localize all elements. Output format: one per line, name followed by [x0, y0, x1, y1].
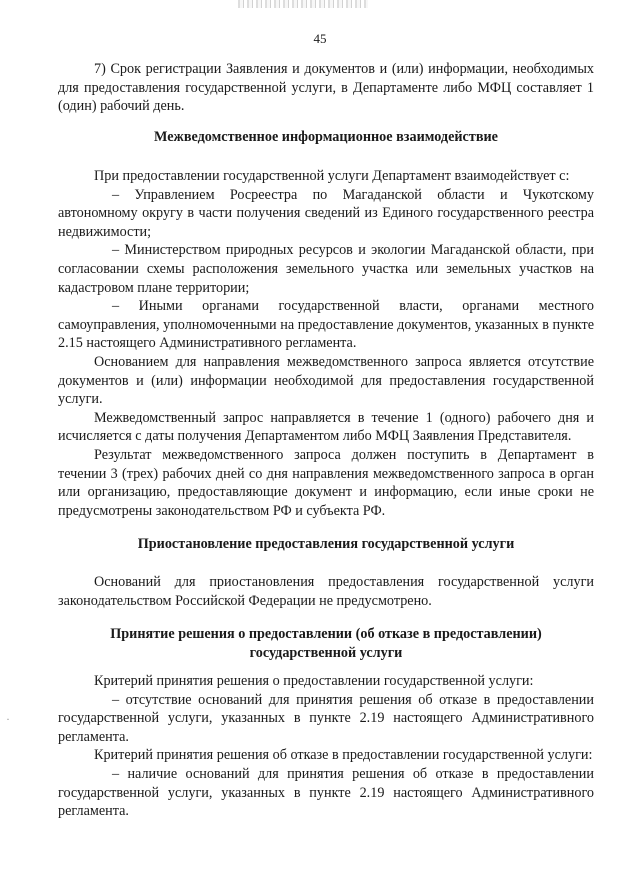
decision-section	[58, 672, 594, 821]
suspension-paragraph: Оснований для приостановления предоставления государственной услуги законодательством Российской Федерации не предусмотрено.	[58, 574, 594, 609]
decision-heading	[58, 625, 594, 662]
interagency-section	[58, 167, 594, 520]
interagency-item-ministry: – Министерством природных ресурсов и экологии Магаданской области, при согласовании схемы расположения земельного участка или земельных участков на кадастровом плане территории;	[58, 242, 594, 296]
suspension-heading: Приостановление предоставления государственной услуги	[137, 536, 515, 552]
interagency-heading: Межведомственное информационное взаимодействие	[154, 129, 498, 145]
decision-heading-line-2: государственной услуги	[249, 644, 403, 661]
interagency-intro: При предоставлении государственной услуги Департамент взаимодействует с:	[94, 168, 570, 184]
registration-term-paragraph: 7) Срок регистрации Заявления и документов и (или) информации, необходимых для предоставления государственной услуги, в Департаменте либо МФЦ составляет 1 (один) рабочий день.	[58, 61, 594, 115]
interagency-request-timing-paragraph: Межведомственный запрос направляется в течение 1 (одного) рабочего дня и исчисляется с даты получения Департаментом либо МФЦ Заявления Представителя.	[58, 409, 594, 445]
scan-artifact	[238, 0, 368, 8]
registration-term-section	[58, 60, 594, 116]
decision-heading-line-1: Принятие решения о предоставлении (об отказе в предоставлении)	[110, 626, 542, 642]
refuse-criterion-paragraph: Критерий принятия решения об отказе в предоставлении государственной услуги:	[94, 747, 593, 764]
grant-criterion-paragraph: Критерий принятия решения о предоставлении государственной услуги:	[94, 673, 534, 689]
margin-mark: ·	[6, 712, 10, 726]
page-number: 45	[313, 31, 327, 46]
interagency-result-paragraph: Результат межведомственного запроса должен поступить в Департамент в течении 3 (трех) рабочих дней со дня направления межведомственного запроса в орган или организацию, предоставляющие документ и информацию, если иные сроки не предусмотрены законодательством РФ и субъекта РФ.	[58, 446, 594, 519]
suspension-section	[58, 573, 594, 610]
refuse-criterion-item: – наличие оснований для принятия решения об отказе в предоставлении государственной услуги, указанных в пункте 2.19 настоящего Административного регламента.	[58, 765, 594, 820]
interagency-item-other-bodies: – Иными органами государственной власти, органами местного самоуправления, уполномоченными на предоставление документов, указанных в пункте 2.15 настоящего Административного регламента.	[58, 298, 594, 352]
grant-criterion-item: – отсутствие оснований для принятия решения об отказе в предоставлении государственной услуги, указанных в пункте 2.19 настоящего Административного регламента.	[58, 691, 594, 745]
interagency-item-rosreestr: – Управлением Росреестра по Магаданской области и Чукотскому автономному округу в части получения сведений из Единого государственного реестра недвижимости;	[58, 186, 594, 240]
interagency-basis-paragraph: Основанием для направления межведомственного запроса является отсутствие документов и (или) информации необходимой для предоставления государственной услуги.	[58, 353, 594, 408]
